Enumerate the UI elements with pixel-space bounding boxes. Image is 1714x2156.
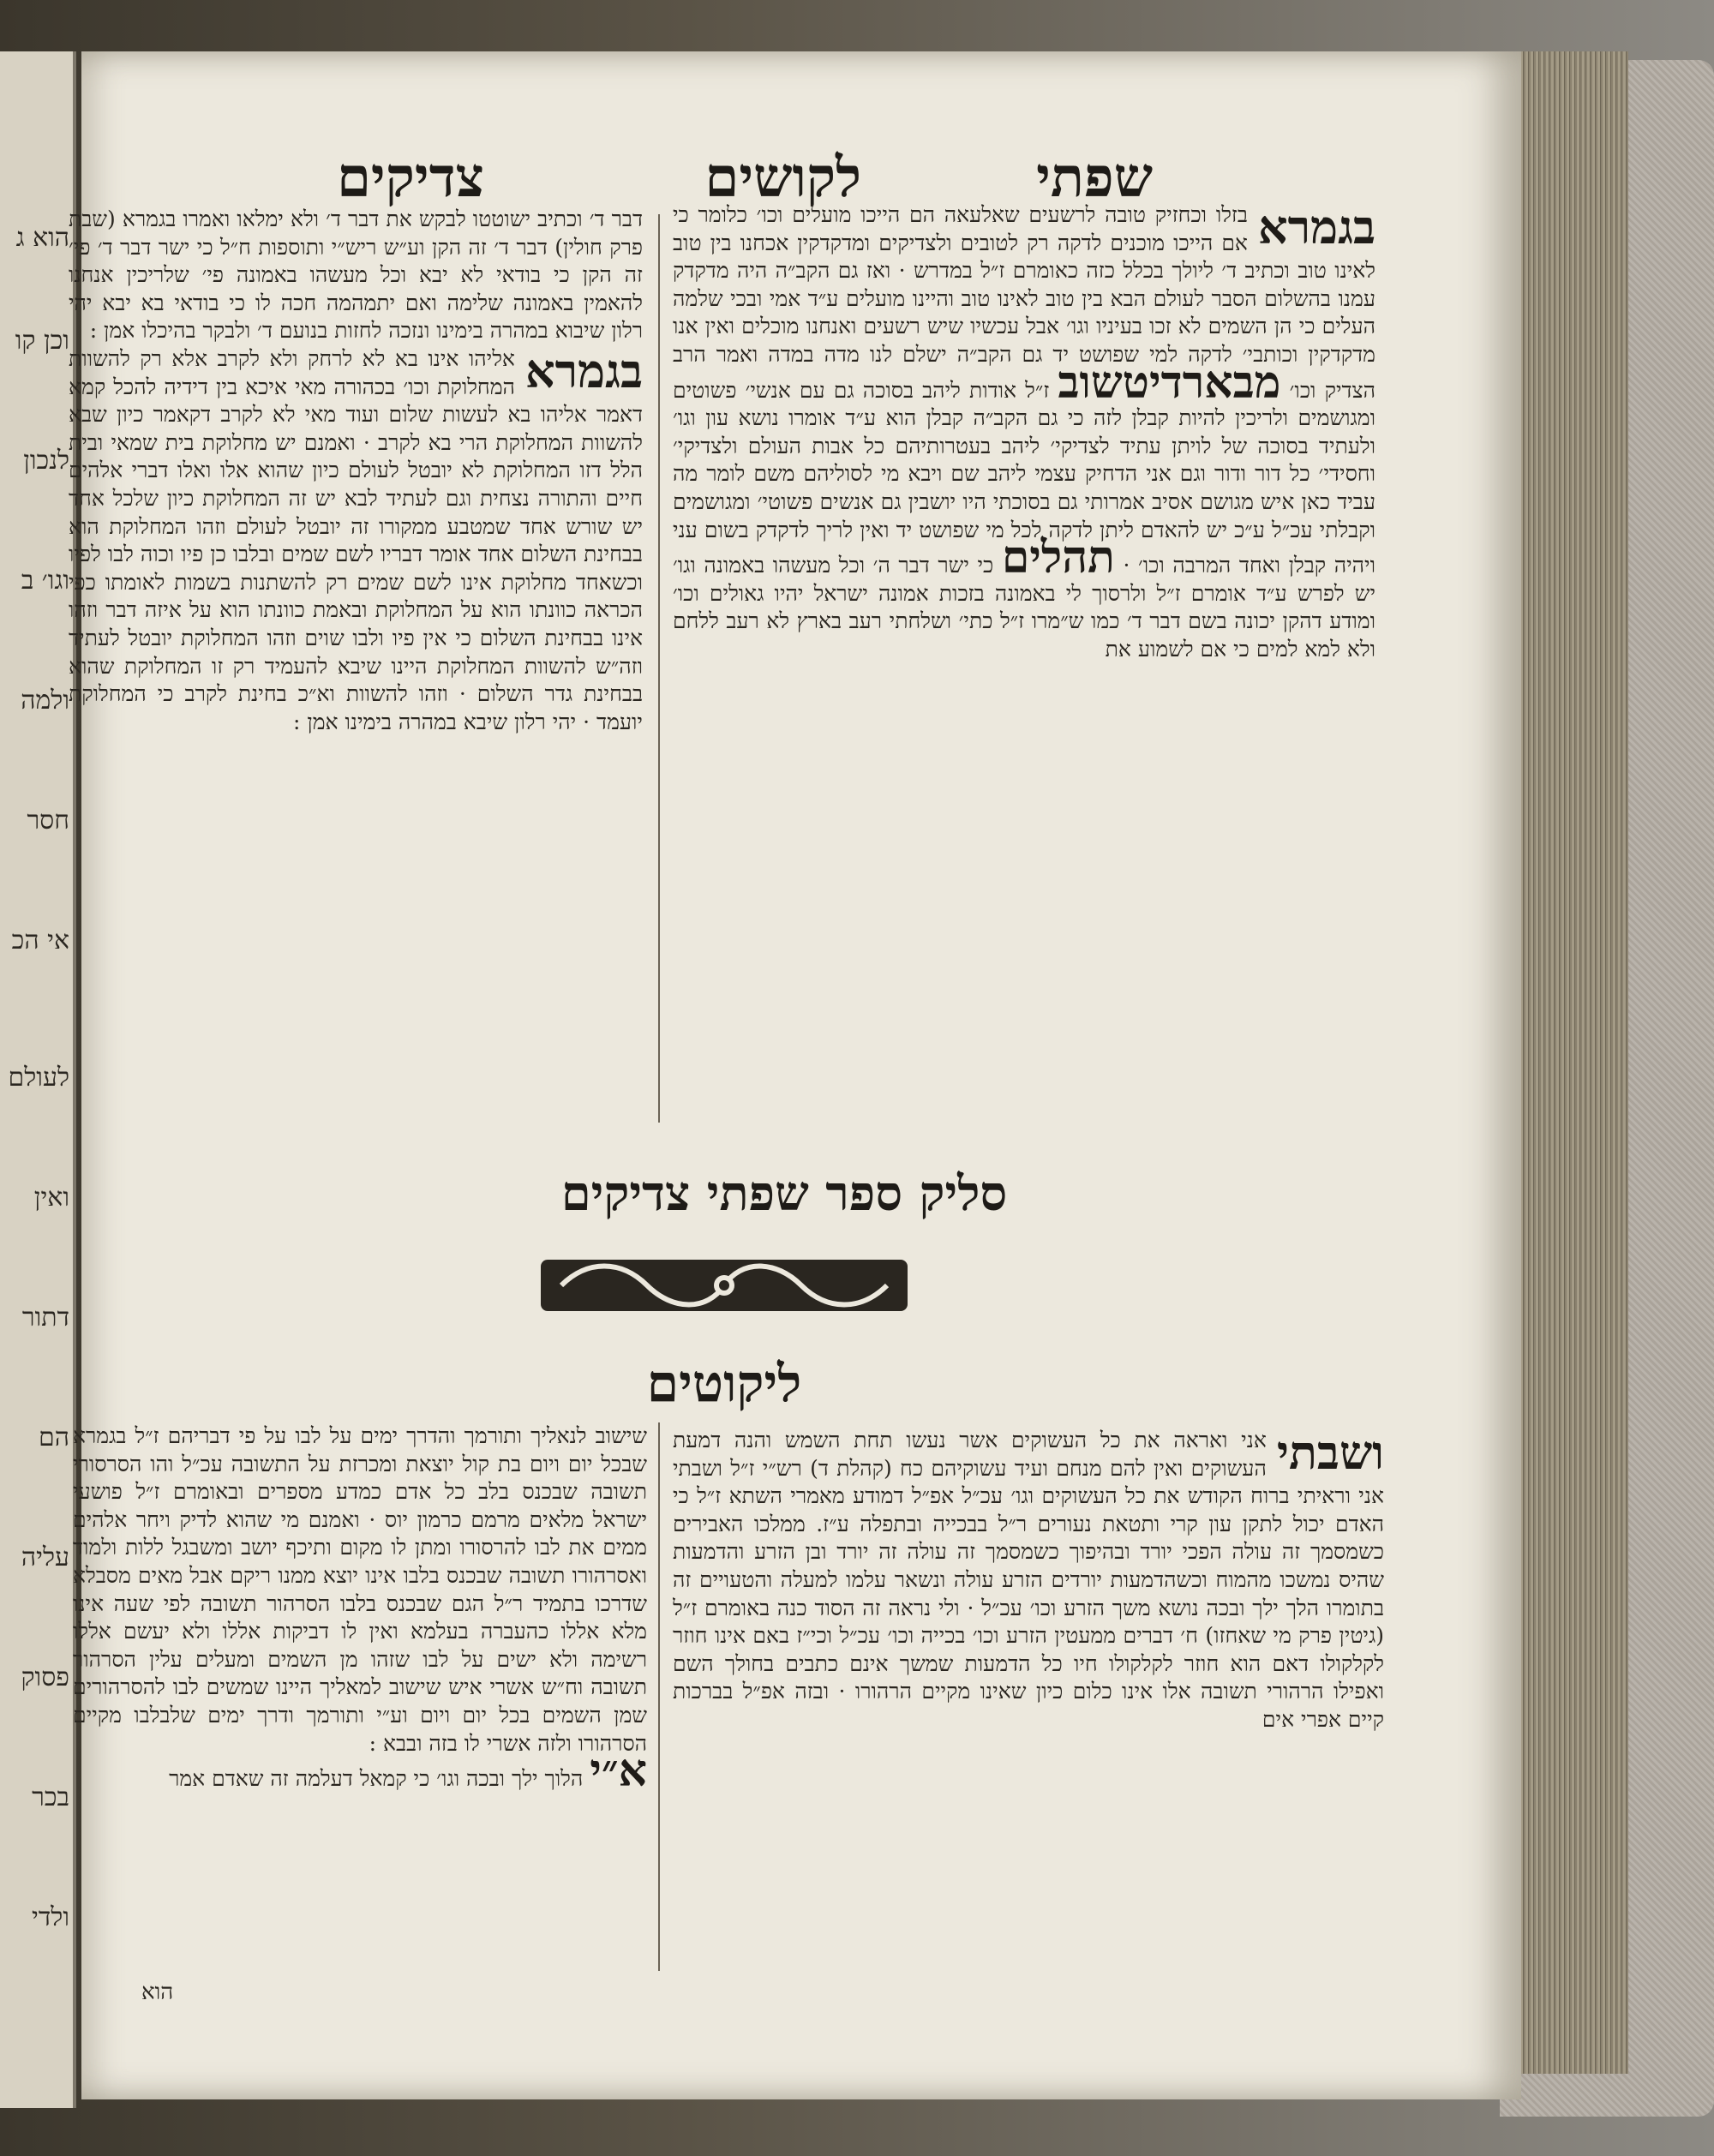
header-word-2: לקושים [704, 146, 861, 210]
left-column-top [69, 206, 643, 1127]
paragraph-body: הלוך ילך ובכה וגו׳ כי קמאל דעלמה זה שאדם אמר [169, 1766, 584, 1792]
left-column-bottom [73, 1422, 647, 1971]
catchword: הוא [141, 1979, 174, 2005]
column-rule [658, 1422, 660, 1971]
book-page [69, 51, 1521, 2099]
lead-word-bgemara: בגמרא [1257, 201, 1375, 255]
page-edges [1508, 51, 1628, 2074]
header-word-1: שפתי [1036, 146, 1153, 210]
facing-page-fragment: הוא ג וכן קו לנכון וגו׳ ב ולמה חסר אי הכ לעולם ואין דתור הם עליה פסוק בכר ולדי [0, 51, 76, 2108]
lead-word-veshavti: ושבתי [1276, 1427, 1384, 1480]
column-rule [658, 214, 660, 1123]
paragraph-body: אליהו אינו בא לא לרחק ולא לקרב אלא רק להשוות המחלוקת וכו׳ בכהורה מאי איכא בין דידיה להכל קמא דאמר אליהו בא לעשות שלום ועוד מאי לא לקרב דקאמר כיון שבא להשוות המחלוקת הרי בא לקרב · ואמנם יש מחלוקת בית שמאי ובית הלל דזו המחלוקת לא יובטל לעולם כיון שהוא אלו ואלו דברי אלהים חיים והתורה נצחית וגם לעתיד לבא יש זה המחלוקת כיון שלכל אחד יש שורש אחד שמטבע ממקורו זה יובטל לעולם וזהו המחלוקת הוא בבחינת השלום אחד אומר דבריו לשם שמים ובלבו כן פיו וכוה לבו לפיו וכשאחד מחלוקת אינו לשם שמים רק להשתנות בשמות לאומתו כפי הכראה כוונתו הוא על המחלוקת ובאמת כוונתו הוא על איזה דבר וזהו אינו בבחינת השלום כי אין פיו ולבו שוים וזהו המחלוקת יובטל לעתיד וזה״ש להשוות המחלוקת היינו שיבא להעמיד רק זו המחלוקת שהוא בבחינת גדר השלום · וזהו להשוות וא״כ בחינת לקרב כי המחלוקת יועמד · יהי רלון שיבא במהרה בימינו אמן : [69, 345, 643, 734]
paragraph-body: שישוב לנאליך ותורמך והדרך ימים על לבו על פי דבריהם ז״ל בגמרא שבכל יום ויום בת קול יוצאת ומכרזת על התשובה עכ״ל והו הסרסורי תשובה שבכנס בלב כל אדם כמדע מספרים ובאומרם ז״ל פושעי ישראל מלאים מרמם כרמון יוס · ואמנם מי שהוא לדיק ויחר אלהים ממים את לבו להרסורו ומתן לו מקום ותיכף יושב ומשבגל ללות ולמוד ואסרהורו תשובה שבכנס בלבו אינו יוצא ממנו ריקם אבל מאים מסבלא שדרכו בתמיד ר״ל הגם שבכנס בלבו הסרהור תשובה לפי שעה אינו מלא אללו כהעברה בעלמא ואין לו דביקות אללו ולא יעשם אללו רשימה ולא ישים על לבו שזהו מן השמים ומעלים עלין הסרהור תשובה וח״ש אשרי איש שישוב למאליך היינו שמשים לבו להסרהורים שמן השמים בכל יום ויום וע״י ותורמך ודרך ימים שלבלבו מקיים הסרהורו ולזה אשרי לו בזה ובבא : [73, 1423, 647, 1756]
paragraph-body: בזלו וכחזיק טובה לרשעים שאלעאה הם הייכו מועלים וכו׳ כלומר כי אם הייכו מוכנים לדקה רק לטובים ולצדיקים ומדקדקין אכחנו בין טוב לאינו טוב וכתיב ד׳ ליולך בכלל כזה כאומרם ז״ל במדרש · ואז גם הקב״ה היה מדקדק עמנו בהשלום הסבר לעולם הבא בין טוב לאינו טוב והיינו מועלים ע״ד אמי ובכי שלמה העלים כי הן השמים לא זכו בעיניו וגו׳ אבל עכשיו שיש רשעים ואנחנו מוכלים ואין אנו מדקדקין וכותבי׳ לדקה למי שפושט יד גם הקב״ה ישלם לנו מדה במדה ואמר הרב הצדיק וכו׳ [673, 202, 1375, 403]
right-column-top [673, 201, 1375, 1127]
paragraph-body: כי ישר דבר ה׳ וכל מעשהו באמונה וגו׳ יש לפרש ע״ד אומרם ז״ל ולרסוך לי באמונה בזכות אמונה ישראל יהיו גאולים וכו׳ ומודע דהקן יכונה בשם דבר ד׳ כמו ש״מרו ז״ל כתי׳ ושלחתי רעב בארץ לא רעב ללחם ולא למא למים כי אם לשמוע את [673, 553, 1375, 662]
lead-word-bgemara: בגמרא [524, 343, 643, 398]
paragraph-body: דבר ד׳ וכתיב ישוטטו לבקש את דבר ד׳ ולא ימלאו ואמרו בגמרא (שבת פרק חולין) דבר ד׳ זה הקן וע״ש ריש״י ותוספות ח״ל כי ישר דבר ד׳ פי׳ זה הקן כי בודאי לא יבא וכל מעשהו באמונה פי׳ שלריכין אנחנו להאמין באמונה שלימה ואם יתמהמה חכה לו כי בודאי בא יבא יהי רלון שיבוא במהרה בימינו ונזכה לחזות בנועם ד׳ ולבקר בהיכלו אמן : [69, 207, 643, 344]
lead-word-tehillim: תהלים [1001, 531, 1115, 584]
paragraph-body: אני ואראה את כל העשוקים אשר נעשו תחת השמש והנה דמעת העשוקים ואין להם מנחם ועיד עשוקיהם כח (קהלת ד) רש״י ז״ל ושבתי אני וראיתי ברוח הקודש את כל העשוקים וגו׳ עכ״ל אפ״ל דמודע מאמרי השתא ז״ל כי האדם יכול לתקן עון קרי ותטאת נעורים ר״ל בבכייה ובתפלה ע״ז. ממלכו האבירים כשמסמך זה עולה הפכי יורד ובהיפוך כשמסמך זה עולה זה יורד ובן הזרע והדמעות שהיס נמשכו מהמוח וכשהדמעות יורדים הזרע עולה ונשאר עלמו למעלה והטעויים זה בתומרו הלך ילך ובכה נושא משך הזרע וכו׳ עכ״ל · ולי נראה זה הסוד כנה באומרם ז״ל (גיטין פרק מי שאחזו) ח׳ דברים ממעטין הזרע וכו׳ בכייה וכו׳ עכ״ל וכי״ז באם אינו חוזר לקלקולו דאם הוא חוזר לקלקולו חיו כל הדמעות שמשך אינם כתבים בחולך השם ואפילו הרהורי תשובה אלו אינו כלום כיון שאינו מקיים הרהורו · ובזה אפ״ל בברכות קיים אפרי אים [673, 1428, 1384, 1732]
ornament-divider [536, 1251, 913, 1320]
paragraph-body: ז״ל אודות ליהב בסוכה גם עם אנשי׳ פשוטים ומגושמים ולריכין להיות קבלן לזה כי גם הקב״ה קבלן הוא ע״ד אומרו נושא עון וגו׳ ולעתיד בסוכה של לויתן עתיד לצדיקי׳ ליהב בעטרותיהם כל אבות העולם ולצדיקי׳ וחסידי׳ כל דור ודור וגם אני הדחיק עצמי ליהב שם ויבא מי לסוליהם משם לומר מה עביד כאן איש מגושם אסיב אמרותי גם בסוכתי היו יושבין גם אנשים פשוטי׳ ומגושמים וקבלתי עכ״ל ע״כ יש להאדם ליתן לדקה לכל מי שפושט יד ואין לריך לדקדק בשום עני ויהיה קבלן ואחד המרבה וכו׳ · [673, 377, 1375, 578]
right-column-bottom [673, 1427, 1384, 1988]
header-word-3: צדיקים [336, 146, 484, 210]
colophon-title: סליק ספר שפתי צדיקים [560, 1165, 1008, 1222]
lead-word-ai: א״י [590, 1745, 647, 1798]
section-title: ליקוטים [646, 1354, 802, 1414]
rabbi-name: מבארדיטשוב [1058, 356, 1281, 409]
